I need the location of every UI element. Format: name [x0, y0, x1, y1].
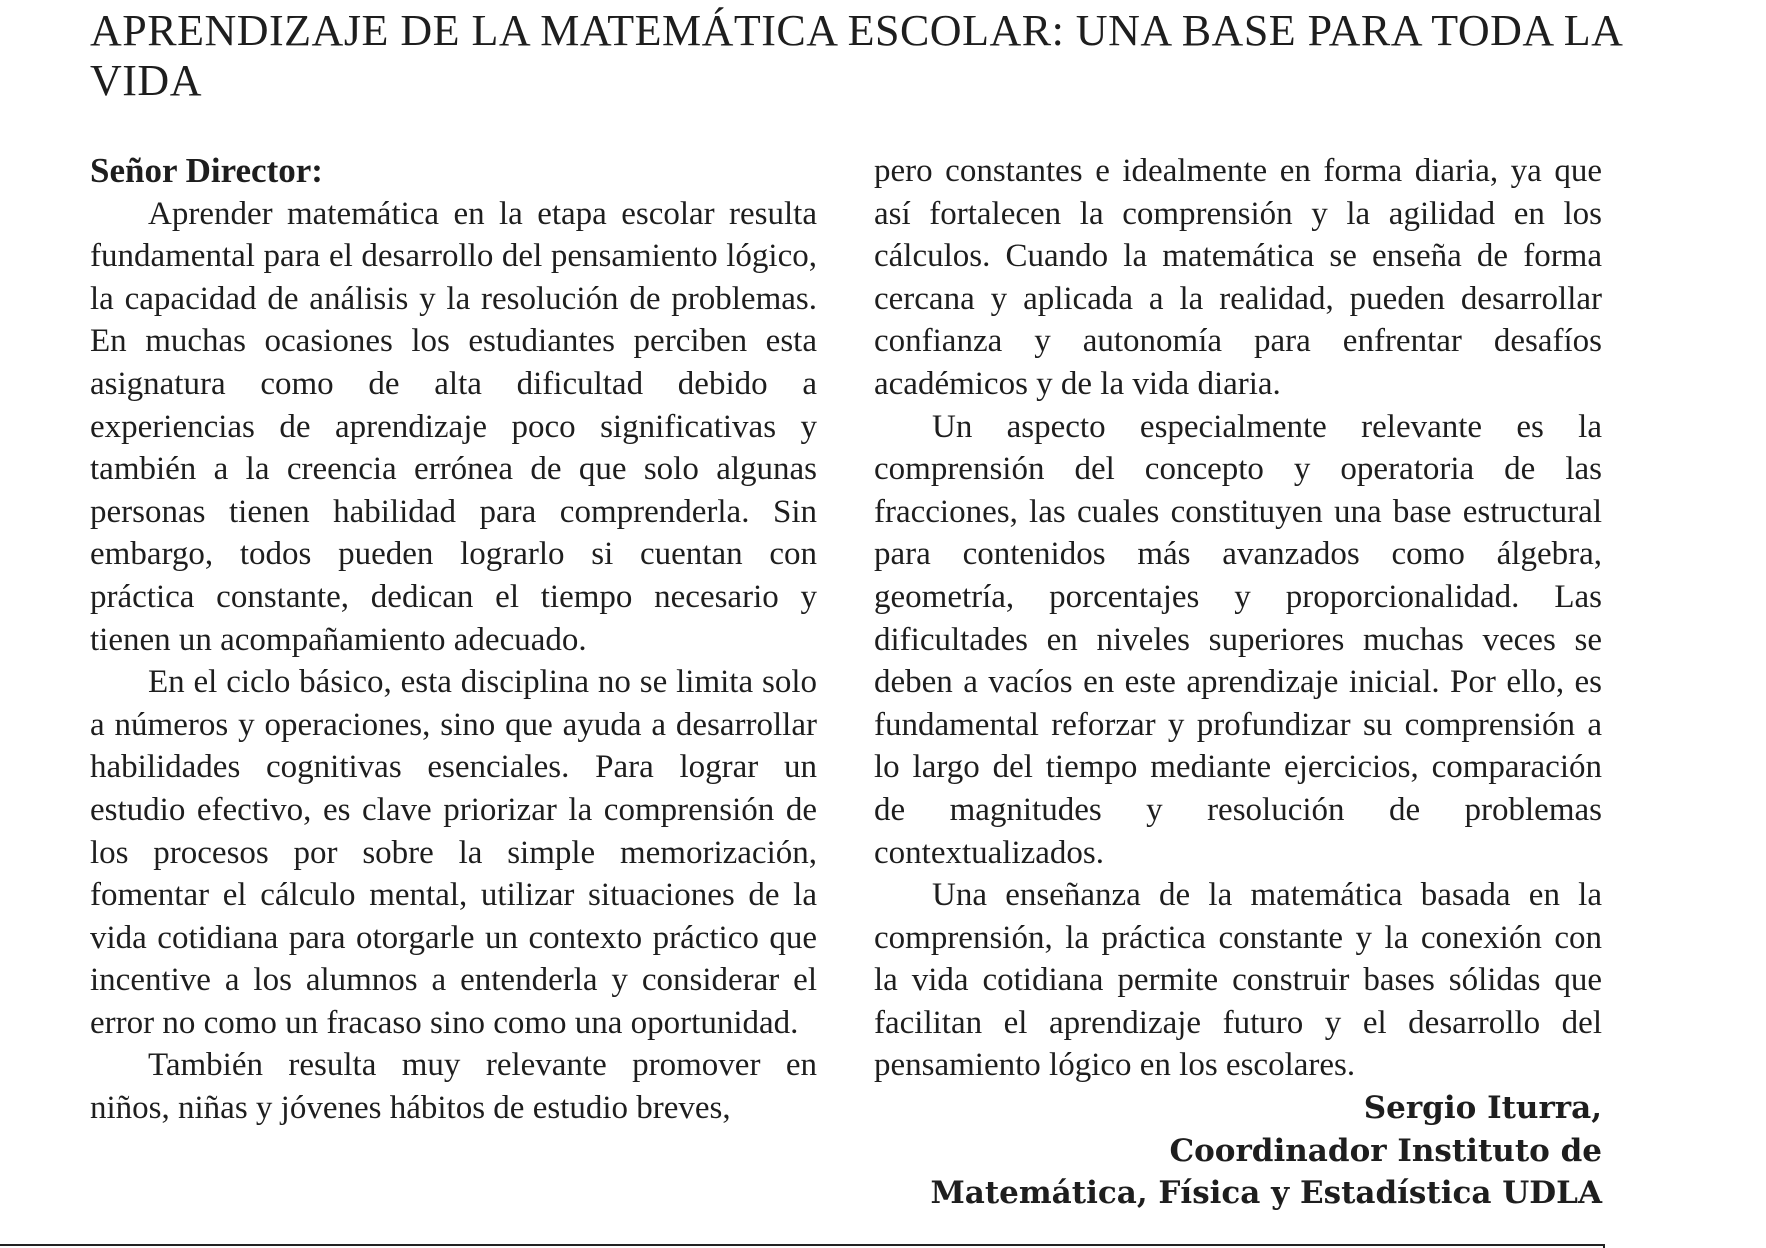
- article-headline: APRENDIZAJE DE LA MATEMÁTICA ESCOLAR: UNA BASE PARA TODA LA VIDA: [90, 6, 1621, 105]
- bottom-divider: [0, 1244, 1605, 1246]
- body-paragraph: En el ciclo básico, esta disciplina no se limita solo a números y operaciones, sino que ayuda a desarrollar habilidades cognitivas esenciales. Para lograr un estudio efectivo, es clave priorizar la comprensión de los procesos por sobre la simple memorización, fomentar el cálculo mental, utilizar situaciones de la vida cotidiana para otorgarle un contexto práctico que incentive a los alumnos a entenderla y considerar el error no como un fracaso sino como una oportunidad.: [90, 664, 817, 1041]
- article-column-left: [90, 150, 817, 1130]
- salutation: Señor Director:: [90, 151, 323, 190]
- author-signature: [874, 1087, 1602, 1215]
- body-paragraph-continued: pero constantes e idealmente en forma diaria, ya que así fortalecen la comprensión y la agilidad en los cálculos. Cuando la matemática se enseña de forma cercana y aplicada a la realidad, pueden desarrollar confianza y autonomía para enfrentar desafíos académicos y de la vida diaria.: [874, 153, 1602, 402]
- body-paragraph: Una enseñanza de la matemática basada en la comprensión, la práctica constante y la conexión con la vida cotidiana permite construir bases sólidas que facilitan el aprendizaje futuro y el desarrollo del pensamiento lógico en los escolares.: [874, 877, 1602, 1084]
- body-paragraph: Un aspecto especialmente relevante es la comprensión del concepto y operatoria de las fracciones, las cuales constituyen una base estructural para contenidos más avanzados como álgebra, geometría, porcentajes y proporcionalidad. Las dificultades en niveles superiores muchas veces se deben a vacíos en este aprendizaje inicial. Por ello, es fundamental reforzar y profundizar su comprensión a lo largo del tiempo mediante ejercicios, comparación de magnitudes y resolución de problemas contextualizados.: [874, 408, 1602, 871]
- bottom-divider-corner: [1603, 1244, 1605, 1248]
- author-role: Coordinador Instituto de: [1169, 1132, 1602, 1169]
- author-name: Sergio Iturra,: [1363, 1090, 1602, 1127]
- article-column-right: [874, 150, 1602, 1215]
- author-institution: Matemática, Física y Estadística UDLA: [930, 1175, 1602, 1212]
- body-paragraph: Aprender matemática en la etapa escolar resulta fundamental para el desarrollo del pensamiento lógico, la capacidad de análisis y la resolución de problemas. En muchas ocasiones los estudiantes perciben esta asignatura como de alta dificultad debido a experiencias de aprendizaje poco significativas y también a la creencia errónea de que solo algunas personas tienen habilidad para comprenderla. Sin embargo, todos pueden lograrlo si cuentan con práctica constante, dedican el tiempo necesario y tienen un acompañamiento adecuado.: [90, 195, 817, 658]
- body-paragraph: También resulta muy relevante promover en niños, niñas y jóvenes hábitos de estudio breves,: [90, 1047, 817, 1127]
